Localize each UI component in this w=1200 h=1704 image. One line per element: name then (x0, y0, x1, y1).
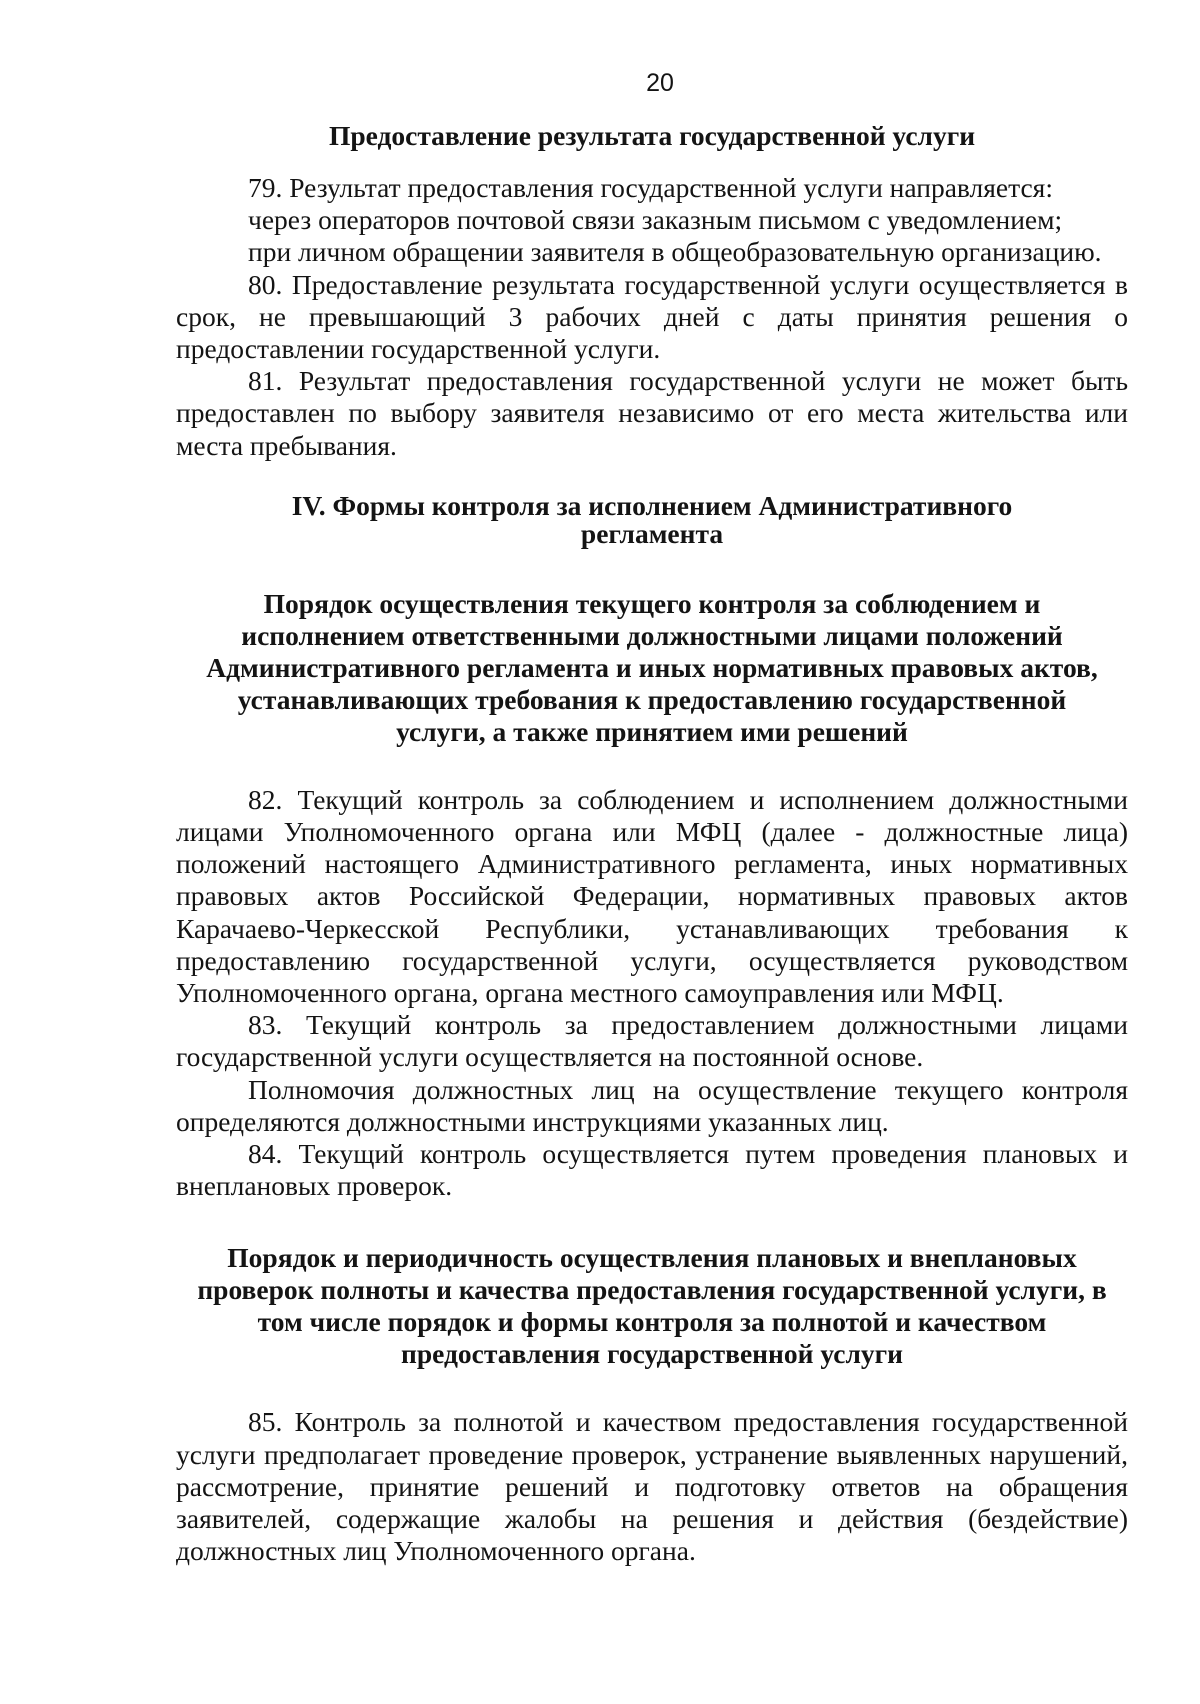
section-heading-line: услуги, а также принятием ими решений (396, 715, 908, 747)
section-heading-line: устанавливающих требования к предоставлению государственной (237, 683, 1067, 715)
document-body (176, 120, 1128, 1567)
paragraph-81: 81. Результат предоставления государственной услуги не может быть предоставлен по выбору заявителя независимо от его места жительства или места пребывания. (176, 365, 1128, 461)
paragraph-84: 84. Текущий контроль осуществляется путем проведения плановых и внеплановых проверок. (176, 1138, 1128, 1202)
paragraph-85: 85. Контроль за полнотой и качеством предоставления государственной услуги предполагает проведение проверок, устранение выявленных нарушений, рассмотрение, принятие решений и подготовку ответов на обращения заявителей, содержащие жалобы на решения и действия (бездействие) должностных лиц Уполномоченного органа. (176, 1406, 1128, 1567)
paragraph-79-item-2: при личном обращении заявителя в общеобразовательную организацию. (248, 236, 1102, 268)
chapter-heading-line: IV. Формы контроля за исполнением Административного (291, 489, 1013, 521)
paragraph-83-powers: Полномочия должностных лиц на осуществление текущего контроля определяются должностными инструкциями указанных лиц. (176, 1073, 1128, 1137)
paragraph-83: 83. Текущий контроль за предоставлением должностными лицами государственной услуги осуществляется на постоянной основе. (176, 1009, 1128, 1073)
section-heading-line: том числе порядок и формы контроля за полнотой и качеством (257, 1306, 1047, 1338)
section-heading-line: Административного регламента и иных нормативных правовых актов, (206, 651, 1098, 683)
section-heading-line: предоставления государственной услуги (401, 1338, 903, 1370)
chapter-heading-iv (176, 489, 1128, 549)
section-heading-current-control (176, 588, 1128, 748)
paragraph-79-item-1: через операторов почтовой связи заказным письмом с уведомлением; (248, 204, 1063, 236)
section-heading-inspections (176, 1242, 1128, 1370)
paragraph-80: 80. Предоставление результата государственной услуги осуществляется в срок, не превышающий 3 рабочих дней с даты принятия решения о предоставлении государственной услуги. (176, 268, 1128, 365)
paragraph-82: 82. Текущий контроль за соблюдением и исполнением должностными лицами Уполномоченного органа или МФЦ (далее - должностные лица) положений настоящего Административного регламента, иных нормативных правовых актов Российской Федерации, нормативных правовых актов Карачаево-Черкесской Республики, устанавливающих требования к предоставлению государственной услуги, осуществляется руководством Уполномоченного органа, органа местного самоуправления или МФЦ. (176, 783, 1128, 1009)
paragraph-79: 79. Результат предоставления государственной услуги направляется: (248, 172, 1053, 203)
section-heading-line: Порядок и периодичность осуществления плановых и внеплановых (227, 1242, 1077, 1274)
chapter-heading-line: регламента (580, 517, 724, 549)
section-heading-result: Предоставление результата государственной услуги (328, 120, 976, 151)
page-number: 20 (646, 69, 674, 97)
section-heading-line: проверок полноты и качества предоставления государственной услуги, в (197, 1274, 1107, 1306)
section-heading-line: исполнением ответственными должностными лицами положений (241, 619, 1063, 651)
section-heading-line: Порядок осуществления текущего контроля за соблюдением и (263, 587, 1041, 619)
